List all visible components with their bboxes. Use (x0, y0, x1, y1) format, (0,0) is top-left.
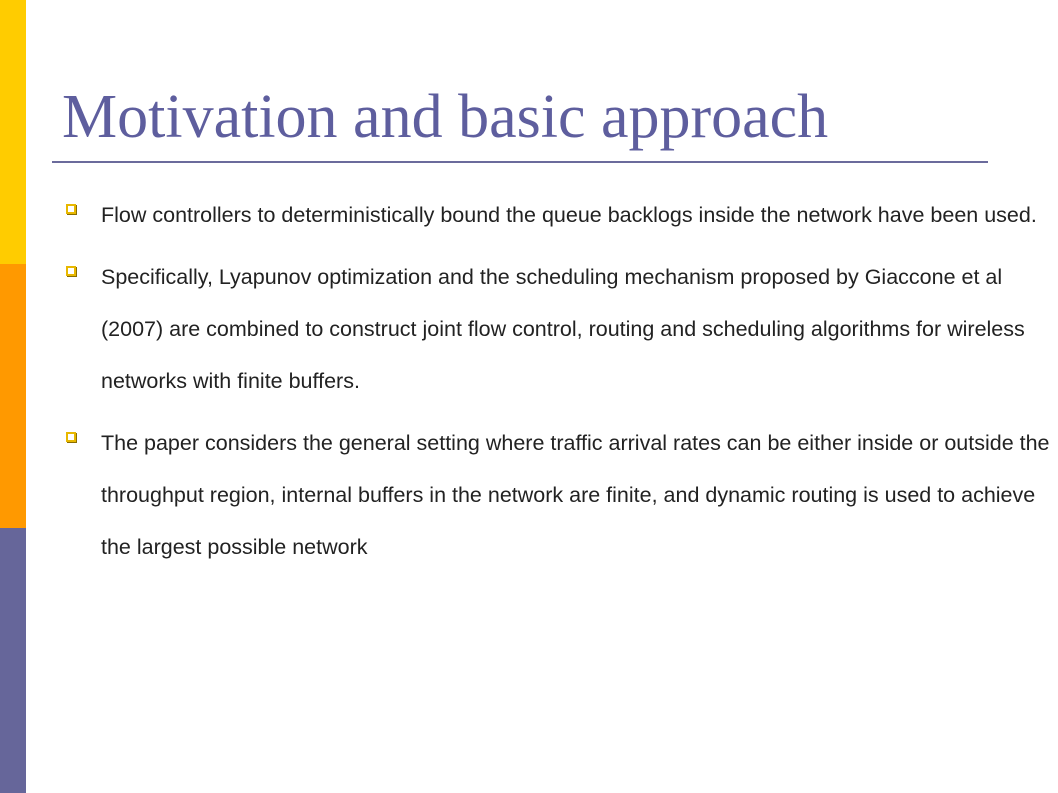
accent-band-yellow (0, 0, 26, 264)
hollow-square-icon (66, 204, 76, 214)
hollow-square-icon (66, 266, 76, 276)
bullet-item (64, 251, 1054, 407)
bullet-list (64, 196, 1054, 590)
accent-band-purple (0, 528, 26, 793)
bullet-item (64, 189, 1054, 241)
bullet-text: Specifically, Lyapunov optimization and the scheduling mechanism proposed by Giaccone et al (2007) are combined to construct joint flow control, routing and scheduling algorithms for wireless networks with finite buffers. (101, 265, 1025, 393)
slide-title: Motivation and basic approach (62, 83, 829, 151)
accent-band-orange (0, 264, 26, 528)
bullet-text: The paper considers the general setting where traffic arrival rates can be either inside or outside the throughput region, internal buffers in the network are finite, and dynamic routing is used to achieve the largest possible network (101, 431, 1050, 559)
bullet-item (64, 417, 1054, 573)
bullet-text: Flow controllers to deterministically bound the queue backlogs inside the network have been used. (101, 203, 1037, 227)
title-underline (52, 161, 988, 163)
hollow-square-icon (66, 432, 76, 442)
